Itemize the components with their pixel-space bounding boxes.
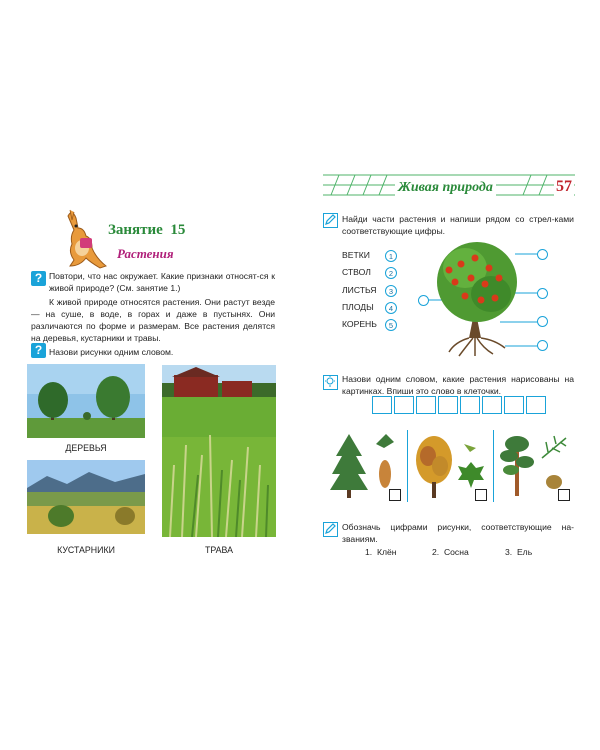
part-number-3: 3 bbox=[385, 285, 397, 297]
part-label-root: КОРЕНЬ bbox=[342, 319, 377, 329]
part-number-1: 1 bbox=[385, 250, 397, 262]
intro-paragraph: К живой природе относятся растения. Они растут везде — на суше, в воде, в горах и даже в пустынях. Они различаются по форме и размерам. Все растения делятся на деревья, кустарники и травы. bbox=[31, 297, 275, 343]
part-number-5: 5 bbox=[385, 319, 397, 331]
maple-illustration bbox=[412, 434, 456, 500]
divider-line bbox=[493, 430, 494, 502]
divider-line bbox=[407, 430, 408, 502]
lesson-subtitle: Растения bbox=[117, 246, 174, 261]
letter-cell-6[interactable] bbox=[482, 396, 502, 414]
answer-circle-3[interactable] bbox=[537, 316, 548, 327]
question-1-text: Повтори, что нас окружает. Какие признаки относят-ся к живой природе? (См. занятие 1.) bbox=[49, 271, 275, 293]
caption-grass: ТРАВА bbox=[205, 545, 233, 555]
question-icon: ? bbox=[31, 271, 46, 286]
task-2-text: Назови одним словом, какие растения нарисованы на картинках. Впиши это слово в клеточки. bbox=[342, 374, 574, 396]
task-3-text: Обозначь цифрами рисунки, соответствующие на-званиям. bbox=[342, 522, 574, 544]
answer-circle-4[interactable] bbox=[537, 340, 548, 351]
shrubs-photo bbox=[27, 460, 145, 534]
question-icon: ? bbox=[31, 343, 46, 358]
letter-cell-8[interactable] bbox=[526, 396, 546, 414]
caption-shrubs: КУСТАРНИКИ bbox=[57, 545, 115, 555]
part-label-trunk: СТВОЛ bbox=[342, 267, 371, 277]
task-1-text: Найди части растения и напиши рядом со стрел-ками соответствующие цифры. bbox=[342, 214, 574, 236]
apple-tree-diagram bbox=[415, 238, 551, 358]
lesson-title: Занятие 15 bbox=[108, 222, 186, 238]
answer-circle-5[interactable] bbox=[418, 295, 429, 306]
pencil-task-icon bbox=[323, 213, 338, 228]
part-number-2: 2 bbox=[385, 267, 397, 279]
question-2-text: Назови рисунки одним словом. bbox=[49, 347, 174, 357]
letter-cell-2[interactable] bbox=[394, 396, 414, 414]
letter-cell-7[interactable] bbox=[504, 396, 524, 414]
part-label-fruits: ПЛОДЫ bbox=[342, 302, 374, 312]
letter-cell-3[interactable] bbox=[416, 396, 436, 414]
part-number-4: 4 bbox=[385, 302, 397, 314]
letter-cell-5[interactable] bbox=[460, 396, 480, 414]
kangaroo-mascot-illustration bbox=[62, 208, 110, 272]
spruce-cone-illustration bbox=[372, 432, 398, 494]
spruce-illustration bbox=[328, 432, 370, 498]
header-section-title: Живая природа bbox=[395, 180, 496, 196]
lightbulb-task-icon bbox=[323, 375, 338, 390]
page-number: 57 bbox=[556, 178, 572, 195]
pine-illustration bbox=[498, 432, 536, 498]
pine-branch-cone-illustration bbox=[538, 434, 570, 494]
grass-photo bbox=[162, 365, 276, 537]
name-item-1: 1. Клён bbox=[365, 547, 397, 557]
part-label-leaves: ЛИСТЬЯ bbox=[342, 285, 377, 295]
maple-leaf-seed-illustration bbox=[456, 440, 486, 490]
pencil-task-icon bbox=[323, 522, 338, 537]
letter-cell-1[interactable] bbox=[372, 396, 392, 414]
name-item-2: 2. Сосна bbox=[432, 547, 469, 557]
answer-circle-1[interactable] bbox=[537, 249, 548, 260]
name-item-3: 3. Ель bbox=[505, 547, 533, 557]
trees-photo bbox=[27, 364, 145, 438]
letter-cell-4[interactable] bbox=[438, 396, 458, 414]
caption-trees: ДЕРЕВЬЯ bbox=[65, 443, 107, 453]
answer-box-1[interactable] bbox=[389, 489, 401, 501]
answer-box-3[interactable] bbox=[558, 489, 570, 501]
part-label-branches: ВЕТКИ bbox=[342, 250, 370, 260]
answer-circle-2[interactable] bbox=[537, 288, 548, 299]
answer-box-2[interactable] bbox=[475, 489, 487, 501]
